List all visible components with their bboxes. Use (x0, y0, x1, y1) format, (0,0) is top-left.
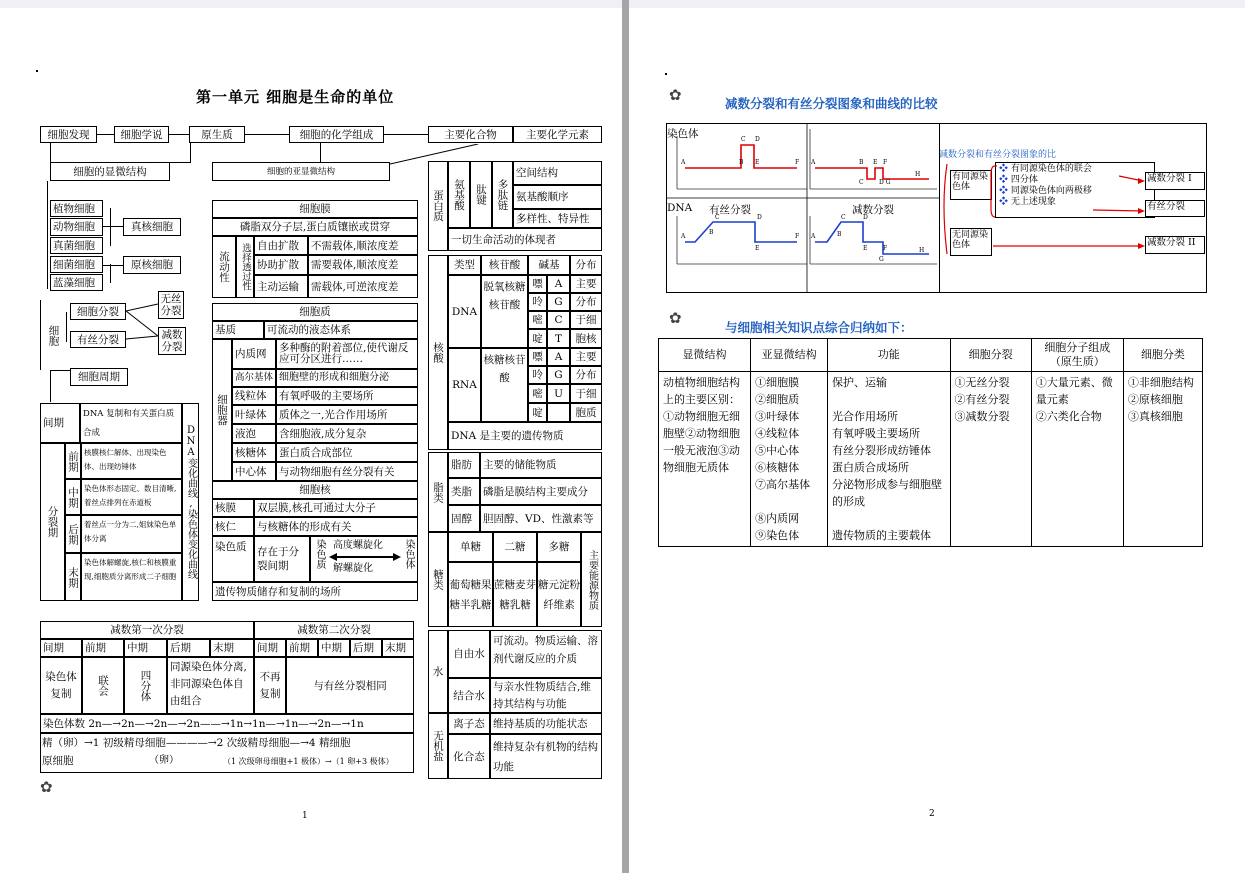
polypeptide: 多肽链 (492, 161, 513, 228)
meiosis-second-header: 减数第二次分裂 (254, 621, 414, 639)
list-item: ⑥核糖体 (755, 461, 800, 474)
connector (245, 134, 289, 135)
cell-function (828, 372, 950, 547)
organelle-desc: 与动物细胞有丝分裂有关 (276, 462, 418, 481)
mitosis-label: 有丝分裂 (709, 204, 751, 216)
organelle-name: 线粒体 (232, 387, 276, 405)
protein-structure: 空间结构 (513, 161, 602, 185)
phase-name: 中期 (65, 479, 81, 515)
organelle-name: 核糖体 (232, 443, 276, 462)
base-class: 嘧 (528, 384, 547, 403)
lipid-desc: 主要的储能物质 (480, 452, 602, 478)
svg-text:E: E (873, 159, 878, 166)
period: 后期 (167, 639, 210, 657)
chromosome-label: 染色体 (667, 128, 699, 140)
cell-microscopic: 动植物细胞结构上的主要区别：①动物细胞无细胞壁②动物细胞一般无液泡③动物细胞无质体 (659, 372, 751, 547)
list-item: ①大量元素、微量元素 (1035, 376, 1113, 406)
water-desc: 可流动。物质运输、溶剂代谢反应的介质 (490, 630, 602, 678)
chromatin-transform (310, 536, 418, 582)
bracket (110, 208, 111, 246)
list-item: ②有丝分裂 (954, 393, 1010, 406)
table-row (659, 372, 1203, 547)
curve-note: DNA变化曲线,染色体变化曲线 (182, 403, 199, 601)
protein-diversity: 多样性、特异性 (513, 209, 602, 228)
lipid-desc: 胆固醇、VD、性激素等 (480, 505, 602, 532)
interphase-label: 间期 (40, 403, 80, 443)
svg-text:C: C (859, 179, 864, 186)
svg-text:H: H (919, 247, 925, 254)
amino-acid: 氨基酸 (448, 161, 470, 228)
page-mark (36, 70, 38, 72)
rna-type: RNA (448, 348, 481, 422)
cell-submicroscopic (751, 372, 828, 547)
list-item: ⑦高尔基体 (755, 478, 811, 491)
svg-text:C: C (741, 136, 746, 143)
animal-cell: 动物细胞 (50, 218, 103, 236)
base: C (547, 311, 570, 329)
distribution: 主要 (570, 348, 602, 366)
tetrad: 四分体 (124, 657, 167, 714)
svg-text:E: E (755, 159, 760, 166)
svg-text:G: G (879, 256, 884, 263)
sugar-header: 单糖 (448, 532, 493, 562)
cytoplasm-header: 细胞质 (212, 303, 418, 321)
division-phase-label: 分裂期 (40, 443, 65, 601)
svg-text:B: B (837, 231, 842, 238)
organelle-desc: 多种酶的附着部位,使代谢反应可分区进行…… (276, 339, 418, 369)
period: 末期 (210, 639, 254, 657)
salt-name: 离子态 (448, 713, 490, 734)
chrom-meiosis-line (815, 168, 929, 179)
chain-cell-theory: 细胞学说 (114, 126, 169, 143)
nuclear-membrane-label: 核膜 (212, 499, 254, 517)
polysaccharides: 糖元淀粉纤维素 (537, 562, 581, 627)
bracket (66, 312, 67, 342)
page-2 (629, 0, 1245, 873)
monosaccharides: 葡萄糖果糖半乳糖 (448, 562, 493, 627)
interphase-desc: DNA 复制和有关蛋白质合成 (80, 403, 182, 443)
list-item: 光合作用场所 (832, 410, 899, 423)
svg-text:F: F (883, 245, 888, 252)
same-as-mitosis: 与有丝分裂相同 (286, 657, 414, 714)
chain-main-compounds: 主要化合物 (428, 126, 513, 143)
chain-main-elements: 主要化学元素 (513, 126, 602, 143)
svg-text:B: B (859, 159, 864, 166)
algae-cell: 蓝藻细胞 (50, 274, 103, 291)
organelle-name: 内质网 (232, 339, 276, 369)
list-item: ②六类化合物 (1035, 410, 1102, 423)
unspiral: 解螺旋化 (333, 563, 373, 574)
sugar-label: 糖类 (428, 532, 448, 627)
result-meiosis-1: 减数分裂 I (1145, 172, 1205, 190)
organelle-desc: 质体之一,光合作用场所 (276, 405, 418, 424)
chromosome-vertical: 染色体 (403, 539, 414, 569)
rna-nucleotide: 核糖核苷酸 (481, 348, 528, 422)
flower-icon: ✿ (669, 86, 682, 104)
period: 后期 (350, 639, 382, 657)
feature-item: ❖ 无上述现象 (999, 197, 1056, 207)
period: 间期 (40, 639, 82, 657)
chain-cell-discovery: 细胞发现 (40, 126, 97, 143)
organelle-desc: 细胞壁的形成和细胞分泌 (276, 369, 418, 387)
base-class: 呤 (528, 293, 547, 311)
page-number: 2 (929, 809, 935, 819)
list-item: ②细胞质 (755, 393, 800, 406)
svg-text:D: D (755, 136, 760, 143)
membrane-header: 细胞膜 (212, 200, 418, 218)
sugar-header: 二糖 (493, 532, 537, 562)
lipid-name: 固醇 (448, 505, 480, 532)
cell-cycle: 细胞周期 (70, 368, 128, 386)
svg-text:A: A (811, 233, 816, 240)
water-desc: 与亲水性物质结合,维持其结构与功能 (490, 678, 602, 713)
chain-chemistry: 细胞的化学组成 (289, 126, 384, 143)
period: 中期 (318, 639, 350, 657)
result-mitosis: 有丝分裂 (1145, 200, 1205, 217)
connector (97, 134, 114, 135)
connector (50, 370, 51, 402)
list-item: ②原核细胞 (1127, 393, 1183, 406)
phase-name: 前期 (65, 443, 81, 479)
lipid-name: 脂肪 (448, 452, 480, 478)
synapsis: 联会 (82, 657, 124, 714)
chromatin-vertical: 染色质 (314, 539, 325, 569)
peptide-bond: 肽键 (470, 161, 492, 228)
table-header: 显微结构 (659, 339, 751, 372)
phase-desc: 着丝点一分为二,姐妹染色单体分离 (81, 515, 182, 553)
phase-desc: 染色体解螺旋,核仁和核膜重现,细胞质分离形成二子细胞 (81, 553, 182, 601)
list-item: ③减数分裂 (954, 410, 1010, 423)
page-top-strip (0, 0, 622, 8)
chromatin-desc: 存在于分裂间期 (254, 536, 310, 582)
base: A (547, 275, 570, 293)
transport-desc: 不需载体,顺浓度差 (308, 236, 418, 255)
dna-label: DNA (667, 202, 693, 214)
matrix-label: 基质 (212, 321, 264, 339)
base-class: 嘌 (528, 348, 547, 366)
prokaryote: 原核细胞 (123, 256, 181, 274)
base: T (547, 329, 570, 348)
connector (103, 265, 123, 266)
period: 前期 (82, 639, 124, 657)
bacteria-cell: 细菌细胞 (50, 256, 103, 273)
list-item: 蛋白质合成场所 (832, 461, 910, 474)
svg-text:C: C (715, 214, 720, 221)
water-name: 结合水 (448, 678, 490, 713)
membrane-structure: 磷脂双分子层,蛋白质镶嵌或贯穿 (212, 218, 418, 236)
connector (50, 143, 51, 163)
list-item: ③真核细胞 (1127, 410, 1183, 423)
phase-desc: 染色体形态固定、数目清晰,着丝点排列在赤道板 (81, 479, 182, 515)
distribution: 分布 (570, 366, 602, 384)
list-item: ⑤中心体 (755, 444, 800, 457)
organelle-name: 中心体 (232, 462, 276, 481)
summary-table (658, 338, 1203, 547)
svg-text:D: D (863, 214, 868, 221)
svg-text:C: C (841, 214, 846, 221)
list-item: 分泌物形成参与细胞壁的形成 (832, 478, 943, 508)
na-header: 类型 (448, 255, 481, 275)
amitosis: 无丝分裂 (158, 291, 184, 319)
result-meiosis-2: 减数分裂 II (1145, 236, 1205, 254)
distribution: 胞质 (570, 403, 602, 422)
phase-name: 后期 (65, 515, 81, 553)
salt-name: 化合态 (448, 734, 490, 779)
list-item: 有氧呼吸主要场所 (832, 427, 921, 440)
organelles-label: 细胞器 (212, 339, 232, 481)
transport-desc: 需载体,可逆浓度差 (308, 275, 418, 298)
distribution: 分布 (570, 293, 602, 311)
matrix-desc: 可流动的液态体系 (264, 321, 418, 339)
list-item: 有丝分裂形成纺锤体 (832, 444, 932, 457)
period: 中期 (124, 639, 167, 657)
organelle-name: 叶绿体 (232, 405, 276, 424)
organelle-name: 高尔基体 (232, 369, 276, 387)
flower-icon: ✿ (40, 778, 53, 796)
period: 间期 (254, 639, 286, 657)
cell-line-2b: （卵） (149, 755, 179, 766)
list-spacer (755, 493, 823, 510)
heading-summary: 与细胞相关知识点综合归纳如下： (725, 320, 913, 335)
table-header: 细胞分类 (1123, 339, 1202, 372)
list-item: ①无丝分裂 (954, 376, 1010, 389)
list-item: ①细胞膜 (755, 376, 800, 389)
no-homologous-box: 无同源染色体 (950, 228, 992, 256)
list-item: ⑧内质网 (755, 512, 800, 525)
list-item: 遗传物质的主要载体 (832, 529, 932, 542)
water-label: 水 (428, 630, 448, 713)
double-arrow (329, 552, 401, 562)
feature-item: ❖ 同源染色体向两极移 (999, 186, 1092, 196)
svg-text:D G: D G (879, 179, 891, 186)
table-header: 细胞分裂 (950, 339, 1031, 372)
svg-text:D: D (757, 214, 762, 221)
nucleic-footer: DNA 是主要的遗传物质 (448, 422, 602, 450)
svg-text:F: F (883, 159, 888, 166)
transport-name: 主动运输 (254, 275, 308, 298)
list-spacer (832, 391, 945, 408)
disaccharides: 蔗糖麦芽糖乳糖 (493, 562, 537, 627)
heading-comparison: 减数分裂和有丝分裂图象和曲线的比较 (725, 96, 938, 111)
compare-title: 减数分裂和有丝分裂图象的比 (939, 150, 1057, 160)
salt-desc: 维持基质的功能状态 (490, 713, 602, 734)
base-class: 嘧 (528, 311, 547, 329)
eukaryote: 真核细胞 (123, 218, 181, 236)
page-mark (665, 73, 667, 75)
nucleic-acid-label: 核酸 (428, 255, 448, 450)
chromosome-copy: 染色体复制 (40, 657, 82, 714)
connector (384, 134, 428, 135)
comparison-figure (666, 123, 1207, 293)
list-spacer (832, 510, 945, 527)
nucleus-footer: 遗传物质储存和复制的场所 (212, 582, 418, 601)
distribution: 于细 (570, 311, 602, 329)
dna-nucleotide: 脱氧核糖核苷酸 (481, 275, 528, 348)
table-header: 功能 (828, 339, 950, 372)
page-title: 第一单元 细胞是生命的单位 (196, 88, 395, 106)
protein-order: 氨基酸顺序 (513, 185, 602, 209)
submicroscopic-structure: 细胞的亚显微结构 (212, 162, 390, 181)
table-header-row (659, 339, 1203, 372)
bracket (110, 264, 111, 283)
dna-type: DNA (448, 275, 481, 348)
cell-classification (1123, 372, 1202, 547)
lipid-label: 脂类 (428, 452, 448, 532)
svg-text:H: H (915, 171, 921, 178)
water-name: 自由水 (448, 630, 490, 678)
phase-name: 末期 (65, 553, 81, 601)
curve-charts (667, 124, 939, 292)
connector (103, 226, 123, 227)
chart-dna-meiosis (810, 214, 937, 264)
na-header: 分布 (570, 255, 602, 275)
chain-protoplasm: 原生质 (189, 126, 245, 143)
period: 前期 (286, 639, 318, 657)
cell-line-1: 精（卵）→1 初级精母细胞————→2 次级精母细胞—→4 精细胞 (42, 737, 351, 749)
dna-mitosis-line (685, 222, 800, 242)
cell-line-2c: （1 次级卵母细胞+1 极体）→（1 卵+3 极体） (223, 757, 394, 766)
nucleus-header: 细胞核 (212, 481, 418, 499)
chart-dna-mitosis (677, 214, 807, 264)
flower-icon: ✿ (669, 309, 682, 327)
list-item: ④线粒体 (755, 427, 800, 440)
feature-item: ❖ 四分体 (999, 175, 1038, 185)
list-item: ①非细胞结构 (1127, 376, 1194, 389)
distribution: 胞核 (570, 329, 602, 348)
distribution: 于细 (570, 384, 602, 403)
base: G (547, 366, 570, 384)
base: U (547, 384, 570, 403)
svg-text:F: F (795, 159, 800, 166)
svg-text:F: F (795, 233, 800, 240)
base-class: 啶 (528, 329, 547, 348)
list-item: 保护、运输 (832, 376, 888, 389)
selective-permeability: 选择透过性 (236, 236, 254, 298)
svg-text:B: B (739, 159, 744, 166)
cell-line-2a: 原细胞 (42, 755, 74, 767)
lipid-desc: 磷脂是膜结构主要成分 (480, 478, 602, 505)
svg-text:B: B (709, 229, 714, 236)
transport-desc: 需要载体,顺浓度差 (308, 255, 418, 275)
organelle-desc: 含细胞液,成分复杂 (276, 424, 418, 443)
fungi-cell: 真菌细胞 (50, 237, 103, 254)
base-class: 啶 (528, 403, 547, 422)
transport-name: 自由扩散 (254, 236, 308, 255)
homologous-box: 有同源染色体 (950, 170, 992, 200)
flow-arrows (939, 154, 1149, 264)
feature-item: ❖ 有同源染色体的联会 (999, 164, 1092, 174)
chromatin-label: 染色质 (212, 536, 254, 582)
cell-composition (1031, 372, 1123, 547)
svg-text:A: A (811, 159, 816, 166)
connector (320, 143, 321, 163)
separation: 同源染色体分离,非同源染色体自由组合 (167, 657, 254, 714)
svg-text:A: A (681, 233, 686, 240)
chart-chrom-mitosis (677, 136, 807, 189)
base-class: 嘌 (528, 275, 547, 293)
nucleolus-desc: 与核糖体的形成有关 (254, 517, 418, 536)
salt-desc: 维持复杂有机物的结构功能 (490, 734, 602, 779)
cell-formation (40, 733, 414, 773)
cell-division: 细胞分裂 (70, 303, 126, 320)
organelle-desc: 有氧呼吸的主要场所 (276, 387, 418, 405)
fluidity: 流动性 (212, 236, 236, 298)
sugar-note: 主要能源物质 (581, 532, 602, 627)
chart-chrom-meiosis (810, 129, 937, 189)
table-header: 亚显微结构 (751, 339, 828, 372)
na-header: 碱基 (528, 255, 570, 275)
list-item: ③叶绿体 (755, 410, 800, 423)
cell-label: 细胞 (40, 300, 66, 370)
dna-meiosis-line (815, 222, 929, 254)
base-class: 呤 (528, 366, 547, 384)
base: A (547, 348, 570, 366)
division-lines (126, 296, 160, 352)
meiosis-label: 减数分裂 (852, 204, 894, 216)
salt-label: 无机盐 (428, 713, 448, 779)
plant-cell: 植物细胞 (50, 200, 103, 217)
protein-label: 蛋白质 (428, 161, 448, 251)
organelle-desc: 蛋白质合成部位 (276, 443, 418, 462)
lipid-name: 类脂 (448, 478, 480, 505)
mitosis: 有丝分裂 (70, 331, 126, 348)
cell-division (950, 372, 1031, 547)
high-spiral: 高度螺旋化 (333, 540, 383, 551)
page-number: 1 (302, 811, 308, 821)
nuclear-membrane-desc: 双层膜,核孔可通过大分子 (254, 499, 418, 517)
no-copy: 不再复制 (254, 657, 286, 714)
connector (190, 143, 191, 163)
connector (47, 181, 48, 289)
nucleolus-label: 核仁 (212, 517, 254, 536)
list-item: ⑨染色体 (755, 529, 800, 542)
page-top-strip (629, 0, 1245, 8)
svg-text:E: E (863, 245, 868, 252)
distribution: 主要 (570, 275, 602, 293)
organelle-name: 液泡 (232, 424, 276, 443)
svg-text:A: A (681, 159, 686, 166)
microscopic-structure: 细胞的显微结构 (50, 162, 170, 181)
period: 末期 (382, 639, 414, 657)
connector (169, 134, 189, 135)
page-1 (0, 0, 622, 873)
protein-footer: 一切生命活动的体现者 (448, 228, 602, 251)
table-header: 细胞分子组成（原生质） (1031, 339, 1123, 372)
transport-name: 协助扩散 (254, 255, 308, 275)
base: G (547, 293, 570, 311)
meiosis-first-header: 减数第一次分裂 (40, 621, 254, 639)
chromosome-numbers: 染色体数 2n—→2n—→2n—→2n——→1n→1n—→1n—→2n—→1n (40, 714, 414, 733)
sugar-header: 多糖 (537, 532, 581, 562)
na-header: 核苷酸 (481, 255, 528, 275)
phase-desc: 核膜核仁解体、出现染色体、出现纺锤体 (81, 443, 182, 479)
base-empty (547, 403, 570, 422)
svg-text:E: E (755, 245, 760, 252)
reduction-division: 减数分裂 (158, 327, 186, 355)
